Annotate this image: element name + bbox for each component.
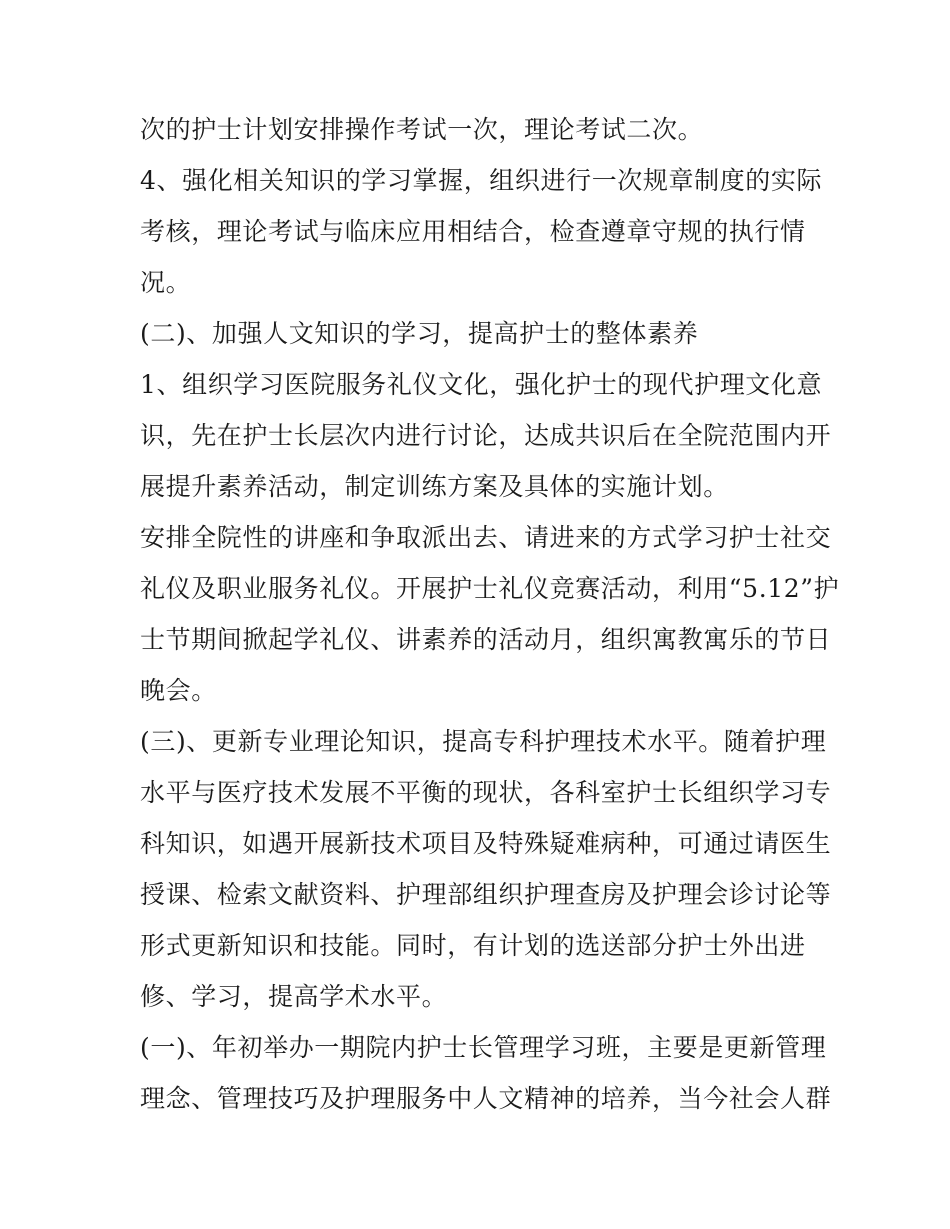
text-line: 考核，理论考试与临床应用相结合，检查遵章守规的执行情 [140,217,806,246]
text-line: 士节期间掀起学礼仪、讲素养的活动月，组织寓教寓乐的节日 [140,625,832,654]
text-line: 展提升素养活动，制定训练方案及具体的实施计划。 [140,472,729,501]
text-line: 授课、检索文献资料、护理部组织护理查房及护理会诊讨论等 [140,880,832,909]
text-line: 晚会。 [140,676,217,705]
text-line: 1、组织学习医院服务礼仪文化，强化护士的现代护理文化意 [140,370,823,399]
text-line: 科知识，如遇开展新技术项目及特殊疑难病种，可通过请医生 [140,829,832,858]
text-line: 况。 [140,268,192,297]
text-line: 理念、管理技巧及护理服务中人文精神的培养，当今社会人群 [140,1084,832,1113]
section-heading: (一)、年初举办一期院内护士长管理学习班，主要是更新管理 [140,1033,827,1062]
text-line: 形式更新知识和技能。同时，有计划的选送部分护士外出进 [140,931,806,960]
text-line: 修、学习，提高学术水平。 [140,982,448,1011]
text-line: 安排全院性的讲座和争取派出去、请进来的方式学习护士社交 [140,523,832,552]
text-line: 4、强化相关知识的学习掌握，组织进行一次规章制度的实际 [140,166,823,195]
text-line: 识，先在护士长层次内进行讨论，达成共识后在全院范围内开 [140,421,832,450]
section-heading: (三)、更新专业理论知识，提高专科护理技术水平。随着护理 [140,727,827,756]
text-line: 礼仪及职业服务礼仪。开展护士礼仪竞赛活动，利用“5.12”护 [140,574,840,603]
section-heading: (二)、加强人文知识的学习，提高护士的整体素养 [140,319,699,348]
text-line: 次的护士计划安排操作考试一次，理论考试二次。 [140,115,704,144]
text-line: 水平与医疗技术发展不平衡的现状，各科室护士长组织学习专 [140,778,832,807]
